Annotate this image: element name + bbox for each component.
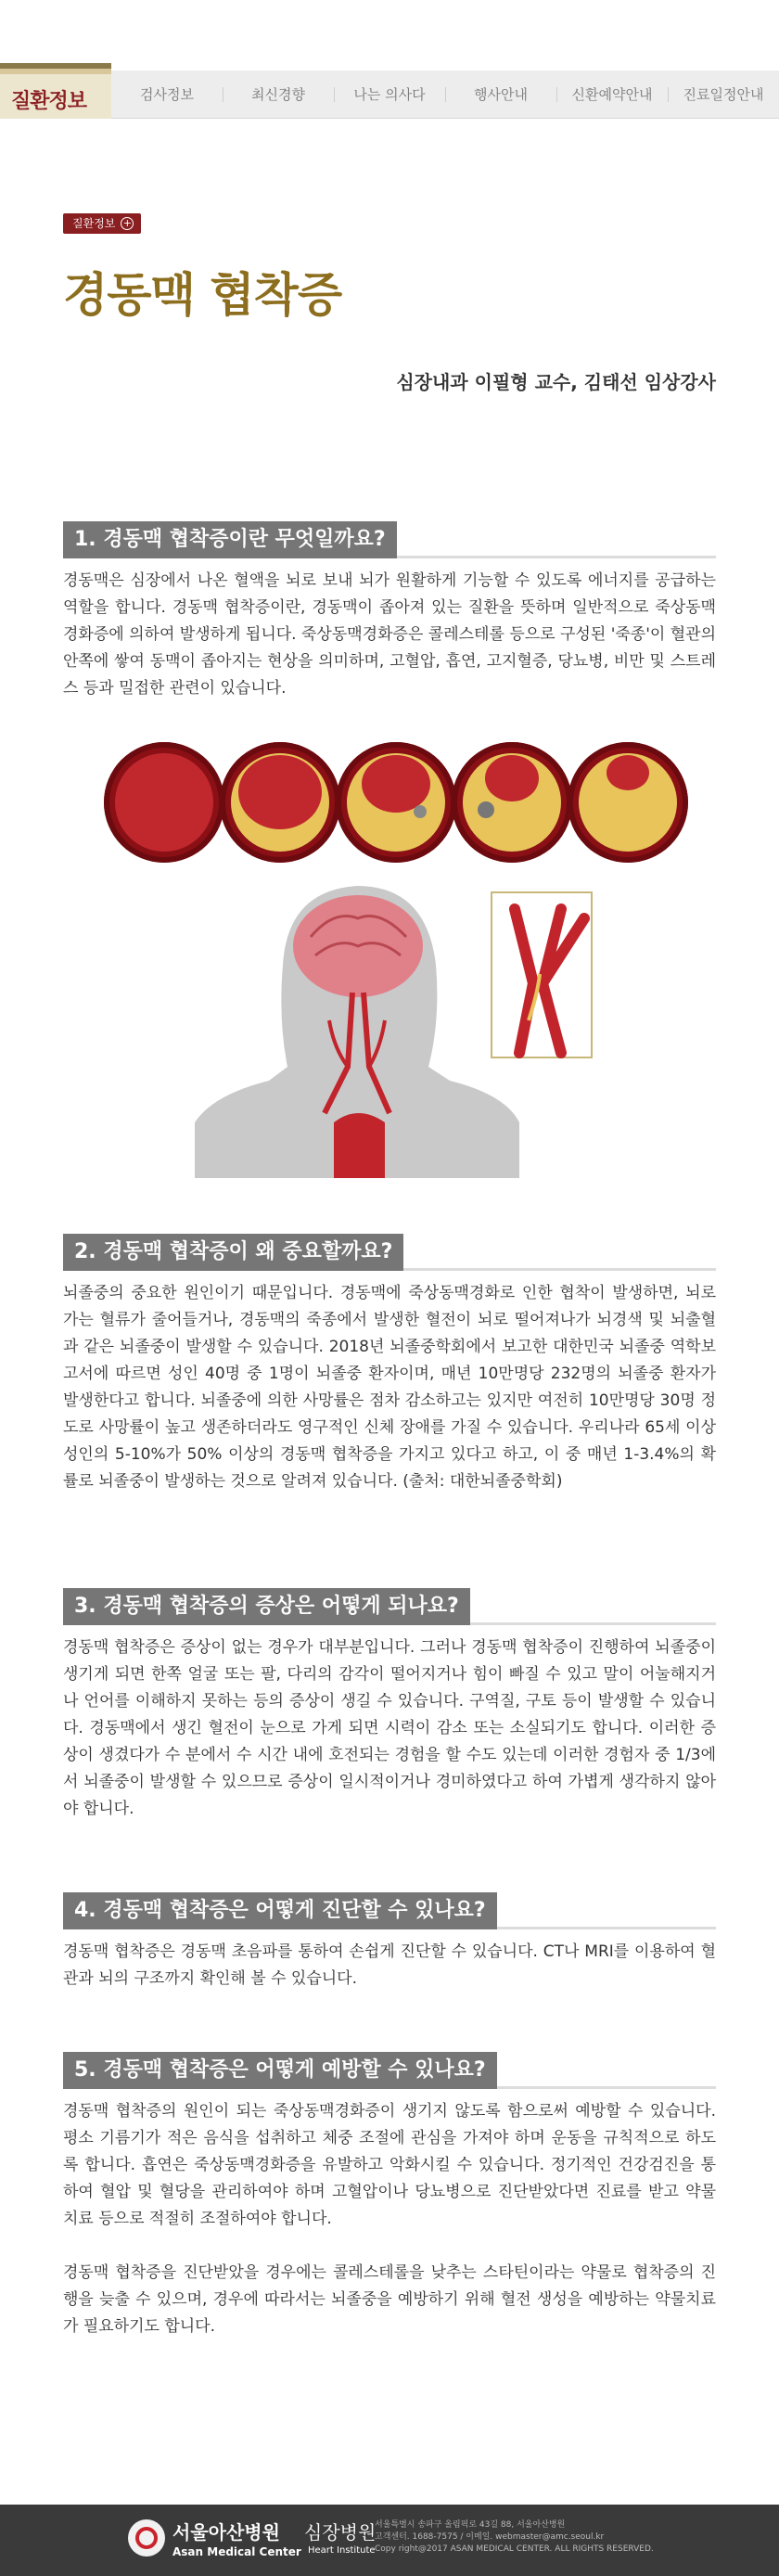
plus-icon: + <box>121 217 134 230</box>
artery-normal-image <box>104 742 224 863</box>
department-name: 심장병원 <box>304 2521 377 2544</box>
brand-tab-stripe <box>0 69 111 74</box>
section-4-heading <box>63 1892 716 1929</box>
section-3-heading <box>63 1588 716 1625</box>
section-1-title: 1. 경동맥 협착증이란 무엇일까요? <box>63 521 397 558</box>
nav-item-new-patient[interactable]: 신환예약안내 <box>556 70 668 119</box>
section-5-heading <box>63 2052 716 2089</box>
artery-cross-section-illustration <box>104 742 679 872</box>
section-2-heading <box>63 1234 716 1271</box>
author-line: 심장내과 이필형 교수, 김태선 임상강사 <box>396 371 716 393</box>
section-4-title: 4. 경동맥 협착증은 어떻게 진단할 수 있나요? <box>63 1892 497 1929</box>
section-1-heading <box>63 521 716 558</box>
category-badge[interactable] <box>63 213 141 234</box>
section-5-body-2: 경동맥 협착증을 진단받았을 경우에는 콜레스테롤을 낮추는 스타틴이라는 약물로 협착증의 진행을 늦출 수 있으며, 경우에 따라서는 뇌졸중을 예방하기 위해 혈전 생성을 예방하는 약물치료가 필요하기도 합니다. <box>63 2263 716 2336</box>
section-2-body: 뇌졸중의 중요한 원인이기 때문입니다. 경동맥에 죽상동맥경화로 인한 협착이 발생하면, 뇌로 가는 혈류가 줄어들거나, 경동맥의 죽종에서 발생한 혈전이 뇌로 떨어져나가 뇌경색 및 뇌출혈과 같은 뇌졸중이 발생할 수 있습니다. 2018년 뇌졸중학회에서 보고한 대한민국 뇌졸중 역학보고서에 따르면 성인 40명 중 1명이 뇌졸중 환자이며, 매년 10만명당 232명의 뇌졸중 환자가 발생한다고 합니다. 뇌졸중에 의한 사망률은 점차 감소하고는 있지만 여전히 10만명당 30명 정도로 사망률이 높고 생존하더라도 영구적인 신체 장애를 가질 수 있습니다. 우리나라 65세 이상 성인의 5-10%가 50% 이상의 경동맥 협착증을 가지고 있다고 하고, 이 중 매년 1-3.4%의 확률로 뇌졸중이 발생하는 것으로 알려져 있습니다. (출처: 대한뇌졸중학회) <box>63 1284 716 1491</box>
footer-contact: 고객센터. 1688-7575 / 이메일. webmaster@amc.seoul.kr <box>375 2532 605 2542</box>
hospital-name-en: Asan Medical Center <box>172 2545 301 2558</box>
artery-stage-5-image <box>568 742 688 863</box>
top-navigation <box>0 70 779 119</box>
hospital-name: 서울아산병원 <box>172 2521 280 2544</box>
department-name-en: Heart Institute <box>308 2545 376 2556</box>
footer-info <box>375 2519 764 2556</box>
nav-item-trends[interactable]: 최신경향 <box>223 70 334 119</box>
artery-stage-4-image <box>452 742 572 863</box>
nav-item-doctor[interactable]: 나는 의사다 <box>334 70 445 119</box>
artery-stage-2-image <box>220 742 340 863</box>
brand-tab[interactable] <box>0 63 111 119</box>
page-title: 경동맥 협착증 <box>63 268 342 322</box>
nav-item-events[interactable]: 행사안내 <box>445 70 556 119</box>
carotid-anatomy-illustration <box>195 881 594 1178</box>
nav-item-tests[interactable]: 검사정보 <box>140 86 194 103</box>
section-2-title: 2. 경동맥 협착증이 왜 중요할까요? <box>63 1234 403 1271</box>
nav-menu <box>111 70 779 119</box>
section-3-body: 경동맥 협착증은 증상이 없는 경우가 대부분입니다. 그러나 경동맥 협착증이 진행하여 뇌졸중이 생기게 되면 한쪽 얼굴 또는 팔, 다리의 감각이 떨어지거나 힘이 빠질 수 있고 말이 어눌해지거나 언어를 이해하지 못하는 등의 증상이 생길 수 있습니다. 구역질, 구토 등이 발생할 수 있습니다. 경동맥에서 생긴 혈전이 눈으로 가게 되면 시력이 감소 또는 소실되기도 합니다. 이러한 증상이 생겼다가 수 분에서 수 시간 내에 호전되는 경험을 할 수도 있는데 이러한 경험자 중 1/3에서 뇌졸중이 발생할 수 있으므로 증상이 일시적이거나 경미하였다고 하여 가볍게 생각하지 않아야 합니다. <box>63 1638 716 1818</box>
section-3-title: 3. 경동맥 협착증의 증상은 어떻게 되나요? <box>63 1588 470 1625</box>
category-label: 질환정보 <box>72 217 116 230</box>
section-1-body: 경동맥은 심장에서 나온 혈액을 뇌로 보내 뇌가 원활하게 기능할 수 있도록 에너지를 공급하는 역할을 합니다. 경동맥 협착증이란, 경동맥이 좁아져 있는 질환을 뜻하며 일반적으로 죽상동맥경화증에 의하여 발생하게 됩니다. 죽상동맥경화증은 콜레스테롤 등으로 구성된 '죽종'이 혈관의 안쪽에 쌓여 동맥이 좁아지는 현상을 의미하며, 고혈압, 흡연, 고지혈증, 당뇨병, 비만 및 스트레스 등과 밀접한 관련이 있습니다. <box>63 571 716 698</box>
section-4-body: 경동맥 협착증은 경동맥 초음파를 통하여 손쉽게 진단할 수 있습니다. CT나 MRI를 이용하여 혈관과 뇌의 구조까지 확인해 볼 수 있습니다. <box>63 1942 716 1988</box>
footer <box>0 2505 779 2576</box>
artery-stage-3-image <box>336 742 456 863</box>
hospital-logo-icon <box>128 2519 165 2557</box>
section-5-title: 5. 경동맥 협착증은 어떻게 예방할 수 있나요? <box>63 2052 497 2089</box>
nav-item-schedule[interactable]: 진료일정안내 <box>668 70 779 119</box>
brand-label: 질환정보 <box>11 90 87 113</box>
section-5-body: 경동맥 협착증의 원인이 되는 죽상동맥경화증이 생기지 않도록 함으로써 예방할 수 있습니다. 평소 기름기가 적은 음식을 섭취하고 체중 조절에 관심을 가져야 하며 운동을 규칙적으로 하도록 합니다. 흡연은 죽상동맥경화증을 유발하고 악화시킬 수 있습니다. 정기적인 건강검진을 통하여 혈압 및 혈당을 관리하여야 하며 고혈압이나 당뇨병으로 진단받았다면 진료를 받고 약물 치료 등으로 적절히 조절하여야 합니다. <box>63 2102 716 2228</box>
footer-address: 서울특별시 송파구 올림픽로 43길 88, 서울아산병원 <box>375 2520 566 2530</box>
footer-copyright: Copy right@2017 ASAN MEDICAL CENTER. ALL RIGHTS RESERVED. <box>375 2544 654 2554</box>
